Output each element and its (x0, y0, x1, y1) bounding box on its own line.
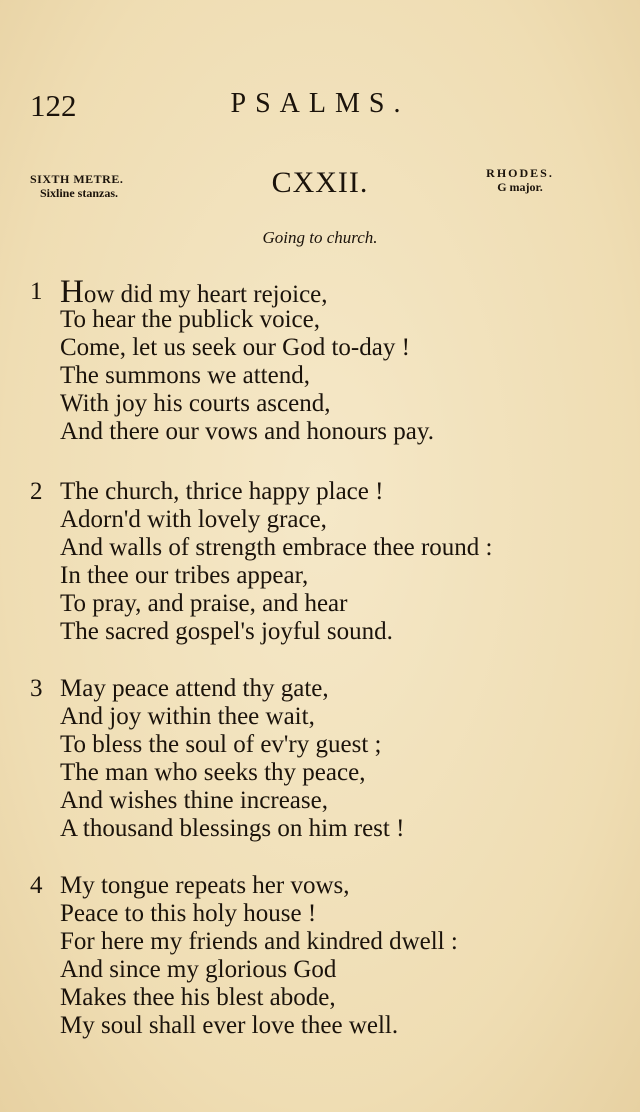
stanza-form-label: Sixline stanzas. (40, 186, 119, 200)
verse-line: May peace attend thy gate, (60, 675, 329, 702)
verse-line: And since my glorious God (60, 956, 337, 983)
verse-line: With joy his courts ascend, (60, 390, 331, 417)
verse-line: A thousand blessings on him rest ! (60, 815, 405, 842)
tune-key: G major. (497, 180, 543, 194)
verse-line: The church, thrice happy place ! (60, 478, 384, 505)
verse-number: 1 (30, 278, 43, 305)
verse-line: My soul shall ever love thee well. (60, 1012, 399, 1039)
stanza-lines (60, 274, 434, 446)
metre-label: SIXTH METRE. (30, 172, 124, 186)
verse-number: 3 (30, 675, 43, 702)
verse-line: And there our vows and honours pay. (60, 418, 434, 445)
verse-number: 2 (30, 478, 43, 505)
page-number: 122 (30, 88, 77, 123)
stanza-lines (60, 478, 493, 646)
verse-line: Peace to this holy house ! (60, 900, 317, 927)
verse-line-text: ow did my heart rejoice, (83, 281, 328, 308)
verse-line: For here my friends and kindred dwell : (60, 928, 458, 955)
verse-line: Come, let us seek our God to-day ! (60, 334, 410, 361)
verse-line: And joy within thee wait, (60, 703, 315, 730)
drop-cap: H (60, 274, 84, 310)
psalm-subtitle: Going to church. (262, 228, 378, 247)
tune-name: RHODES. (486, 166, 554, 180)
verse-line: The summons we attend, (60, 362, 310, 389)
running-title: PSALMS. (230, 88, 410, 119)
verse-line: To hear the publick voice, (60, 306, 320, 333)
stanza-lines (60, 675, 404, 843)
verse-line: Makes thee his blest abode, (60, 984, 336, 1011)
verse-line: The man who seeks thy peace, (60, 759, 366, 786)
verse-line: The sacred gospel's joyful sound. (60, 618, 393, 645)
verse-line (60, 274, 434, 310)
verse-line: In thee our tribes appear, (60, 562, 309, 589)
tune-info (470, 166, 570, 194)
verse-line: Adorn'd with lovely grace, (60, 506, 327, 533)
verse-line: My tongue repeats her vows, (60, 872, 350, 899)
psalm-number: CXXII. (271, 166, 369, 199)
verse-line: To pray, and praise, and hear (60, 590, 348, 617)
verse-number: 4 (30, 872, 43, 899)
stanza-lines (60, 872, 458, 1040)
verse-line: And wishes thine increase, (60, 787, 328, 814)
verse-line: And walls of strength embrace thee round : (60, 534, 493, 561)
verse-line: To bless the soul of ev'ry guest ; (60, 731, 382, 758)
